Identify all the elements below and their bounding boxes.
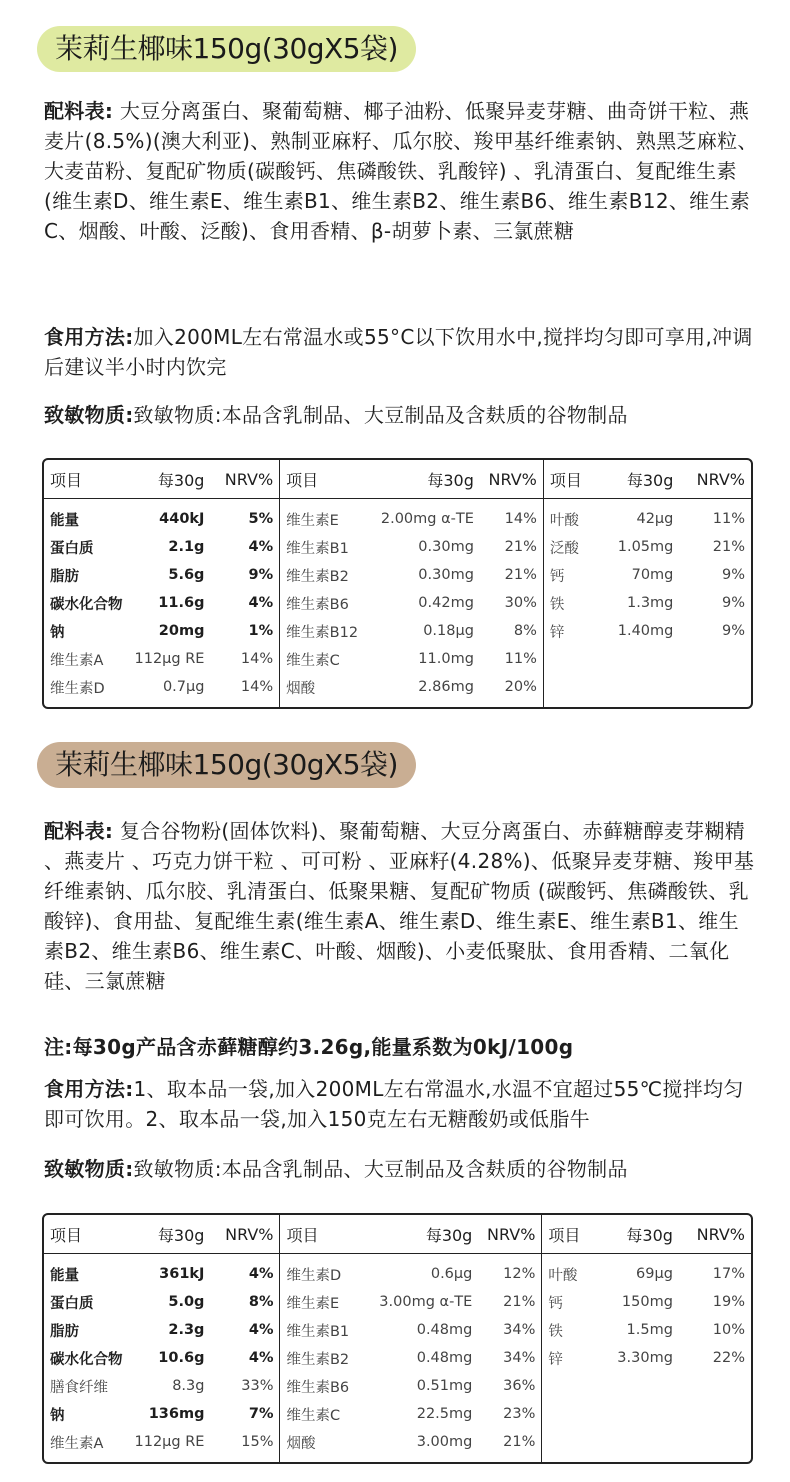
table-header-cell: 每30g: [610, 1215, 679, 1254]
table-row: [44, 1344, 751, 1372]
usage-paragraph: [44, 1074, 758, 1134]
table-cell: [610, 673, 679, 701]
table-row: [44, 673, 751, 701]
table-cell: 3.00mg α-TE: [379, 1294, 473, 1310]
table-cell: [610, 1400, 679, 1428]
table-cell: 维生素B2: [279, 561, 375, 589]
table-cell: [679, 1428, 751, 1456]
table-cell: 11%: [712, 511, 745, 527]
erythritol-note: 注:每30g产品含赤藓糖醇约3.26g,能量系数为0kJ/100g: [44, 1035, 574, 1059]
table-cell: 2.1g: [168, 539, 205, 555]
table-cell: 20%: [504, 679, 537, 695]
table-cell: [543, 645, 610, 673]
allergen-paragraph: [44, 400, 758, 430]
ingredients-paragraph: [44, 816, 758, 996]
table-bottom-padding: [44, 701, 751, 707]
table-cell: 14%: [240, 651, 274, 667]
table-cell: 1.3mg: [626, 595, 674, 611]
table-cell: 9%: [721, 623, 745, 639]
usage-label: 食用方法:: [44, 1077, 134, 1101]
table-cell: [679, 1400, 751, 1428]
table-cell: 14%: [240, 679, 274, 695]
table-cell: 8%: [513, 623, 537, 639]
table-cell: 22.5mg: [416, 1406, 473, 1422]
table-cell: [679, 1372, 751, 1400]
table-cell: 19%: [712, 1294, 745, 1310]
table-cell: [541, 1428, 609, 1456]
table-cell: 0.6μg: [430, 1266, 473, 1282]
table-row: [44, 1400, 751, 1428]
allergen-label: 致敏物质:: [44, 403, 134, 427]
table-cell: 维生素D: [279, 1254, 373, 1288]
ingredients-paragraph: [44, 96, 758, 246]
table-row: [44, 645, 751, 673]
table-header-cell: 项目: [44, 1215, 129, 1254]
table-cell: 3.30mg: [617, 1350, 673, 1366]
table-cell: 1%: [248, 623, 274, 639]
table-row: [44, 1372, 751, 1400]
table-cell: 维生素B12: [279, 617, 375, 645]
table-cell: 10.6g: [158, 1350, 205, 1366]
table-cell: 4%: [248, 1266, 274, 1282]
table-cell: [610, 645, 679, 673]
table-row: [44, 1288, 751, 1316]
table-header-cell: NRV%: [679, 1215, 751, 1254]
usage-label: 食用方法:: [44, 325, 134, 349]
table-cell: 蛋白质: [50, 540, 94, 557]
table-cell: 维生素B2: [279, 1344, 373, 1372]
table-cell: 12%: [503, 1266, 536, 1282]
table-cell: 维生素B6: [279, 1372, 373, 1400]
table-cell: 9%: [248, 567, 274, 583]
table-cell: 0.48mg: [416, 1350, 473, 1366]
table-cell: 烟酸: [279, 673, 375, 701]
table-header-row: [44, 1215, 751, 1254]
table-cell: 36%: [503, 1378, 536, 1394]
table-cell: 11.6g: [158, 595, 205, 611]
table-row: [44, 617, 751, 645]
table-cell: 70mg: [631, 567, 674, 583]
table-cell: 膳食纤维: [50, 1379, 108, 1396]
table-cell: 钙: [541, 1288, 609, 1316]
table-header-row: [44, 460, 751, 499]
table-cell: 锌: [541, 1344, 609, 1372]
table-cell: 0.48mg: [416, 1322, 473, 1338]
table-cell: 碳水化合物: [50, 596, 123, 613]
table-cell: 2.3g: [168, 1322, 205, 1338]
table-cell: 21%: [504, 539, 537, 555]
table-cell: 维生素A: [50, 1435, 104, 1452]
table-cell: 4%: [248, 595, 274, 611]
table-header-cell: 每30g: [129, 460, 211, 499]
table-bottom-padding: [44, 1456, 751, 1462]
table-cell: 碳水化合物: [50, 1351, 123, 1368]
allergen-label: 致敏物质:: [44, 1157, 134, 1181]
table-cell: 34%: [503, 1350, 536, 1366]
ingredients-text: 大豆分离蛋白、聚葡萄糖、椰子油粉、低聚异麦芽糖、曲奇饼干粒、燕麦片(8.5%)(澳大利亚)、熟制亚麻籽、瓜尔胶、羧甲基纤维素钠、熟黑芝麻粒、大麦苗粉、复配矿物质(碳酸钙、焦磷酸铁、乳酸锌) 、乳清蛋白、复配维生素(维生素D、维生素E、维生素B1、维生素B2、维生素B6、维生素B12、维生素C、烟酸、叶酸、泛酸)、食用香精、β-胡萝卜素、三氯蔗糖: [44, 99, 758, 243]
table-cell: 铁: [541, 1316, 609, 1344]
allergen-text: 致敏物质:本品含乳制品、大豆制品及含麸质的谷物制品: [133, 1157, 628, 1181]
table-cell: [679, 645, 751, 673]
table-cell: 0.42mg: [418, 595, 474, 611]
table-cell: 112μg RE: [134, 651, 205, 667]
table-cell: 维生素B1: [279, 1316, 373, 1344]
table-cell: 7%: [248, 1406, 274, 1422]
table-cell: 21%: [503, 1434, 536, 1450]
table-header-cell: 项目: [543, 460, 610, 499]
table-cell: 10%: [712, 1322, 745, 1338]
table-cell: 20mg: [158, 623, 205, 639]
table-cell: 维生素A: [50, 652, 104, 669]
table-cell: 0.7μg: [162, 679, 205, 695]
table-cell: 1.5mg: [626, 1322, 673, 1338]
table-cell: [610, 1372, 679, 1400]
table-cell: 维生素D: [50, 680, 105, 697]
table-row: [44, 589, 751, 617]
table-header-cell: 每30g: [373, 1215, 478, 1254]
table-cell: 42μg: [636, 511, 674, 527]
table-header-cell: 每30g: [129, 1215, 211, 1254]
usage-text: 加入200ML左右常温水或55°C以下饮用水中,搅拌均匀即可享用,冲调后建议半小时内饮完: [44, 325, 753, 379]
table-cell: 15%: [241, 1434, 274, 1450]
table-row: [44, 499, 751, 533]
table-header-cell: NRV%: [210, 1215, 279, 1254]
table-cell: 钠: [50, 624, 65, 641]
table-cell: 3.00mg: [416, 1434, 473, 1450]
table-header-cell: 每30g: [375, 460, 480, 499]
nutrition-table: [42, 458, 753, 709]
table-cell: 112μg RE: [134, 1434, 205, 1450]
usage-text: 1、取本品一袋,加入200ML左右常温水,水温不宜超过55℃搅拌均匀即可饮用。2、取本品一袋,加入150克左右无糖酸奶或低脂牛: [44, 1077, 744, 1131]
table-cell: 烟酸: [279, 1428, 373, 1456]
table-cell: [543, 673, 610, 701]
table-row: [44, 1254, 751, 1288]
table-cell: 泛酸: [543, 533, 610, 561]
table-cell: 11.0mg: [418, 651, 474, 667]
table-header-cell: 项目: [44, 460, 129, 499]
table-cell: 4%: [248, 539, 274, 555]
table-cell: 21%: [504, 567, 537, 583]
ingredients-text: 复合谷物粉(固体饮料)、聚葡萄糖、大豆分离蛋白、赤藓糖醇麦芽糊精 、燕麦片 、巧克力饼干粒 、可可粉 、亚麻籽(4.28%)、低聚异麦芽糖、羧甲基纤维素钠、瓜尔胶、乳清蛋白、低聚果糖、复配矿物质 (碳酸钙、焦磷酸铁、乳酸锌)、食用盐、复配维生素(维生素A、维生素D、维生素E、维生素B1、维生素B2、维生素B6、维生素C、叶酸、烟酸)、小麦低聚肽、食用香精、二氧化硅、三氯蔗糖: [44, 819, 755, 993]
table-row: [44, 1428, 751, 1456]
table-cell: 能量: [50, 512, 79, 529]
table-row: [44, 561, 751, 589]
table-cell: 锌: [543, 617, 610, 645]
table-header-cell: NRV%: [480, 460, 543, 499]
table-cell: 136mg: [148, 1406, 205, 1422]
table-header-cell: NRV%: [210, 460, 279, 499]
table-cell: 4%: [248, 1322, 274, 1338]
table-cell: 钙: [543, 561, 610, 589]
table-cell: 蛋白质: [50, 1295, 94, 1312]
table-cell: 23%: [503, 1406, 536, 1422]
table-cell: 叶酸: [541, 1254, 609, 1288]
table-cell: 叶酸: [543, 499, 610, 533]
table-cell: 8%: [248, 1294, 274, 1310]
table-cell: 17%: [712, 1266, 745, 1282]
table-cell: 5.0g: [168, 1294, 205, 1310]
table-cell: 脂肪: [50, 1323, 79, 1340]
table-cell: 30%: [504, 595, 537, 611]
table-cell: [541, 1372, 609, 1400]
table-row: [44, 1316, 751, 1344]
ingredients-label: 配料表:: [44, 819, 114, 843]
table-header-cell: NRV%: [478, 1215, 541, 1254]
table-cell: 5.6g: [168, 567, 205, 583]
table-cell: 维生素B1: [279, 533, 375, 561]
table-cell: 维生素E: [279, 499, 375, 533]
allergen-text: 致敏物质:本品含乳制品、大豆制品及含麸质的谷物制品: [133, 403, 628, 427]
table-header-cell: 项目: [541, 1215, 609, 1254]
table-cell: 4%: [248, 1350, 274, 1366]
allergen-paragraph: [44, 1154, 758, 1184]
table-cell: 21%: [712, 539, 745, 555]
table-cell: 脂肪: [50, 568, 79, 585]
nutrition-table: [42, 1213, 753, 1464]
table-header-cell: NRV%: [679, 460, 751, 499]
table-header-cell: 项目: [279, 460, 375, 499]
table-cell: 1.40mg: [617, 623, 674, 639]
table-cell: 0.30mg: [418, 567, 474, 583]
table-cell: 维生素C: [279, 645, 375, 673]
table-cell: 69μg: [636, 1266, 673, 1282]
table-header-cell: 项目: [279, 1215, 373, 1254]
table-cell: 2.86mg: [418, 679, 474, 695]
table-cell: 钠: [50, 1407, 65, 1424]
table-cell: 22%: [712, 1350, 745, 1366]
table-cell: 21%: [503, 1294, 536, 1310]
table-cell: 8.3g: [172, 1378, 205, 1394]
table-cell: 440kJ: [159, 511, 205, 527]
table-header-cell: 每30g: [610, 460, 679, 499]
table-cell: 2.00mg α-TE: [380, 511, 474, 527]
table-cell: [541, 1400, 609, 1428]
table-cell: 5%: [248, 511, 274, 527]
table-row: [44, 533, 751, 561]
table-cell: 维生素C: [279, 1400, 373, 1428]
table-cell: [610, 1428, 679, 1456]
table-cell: 33%: [241, 1378, 274, 1394]
table-cell: 150mg: [621, 1294, 673, 1310]
table-cell: 14%: [504, 511, 537, 527]
table-cell: 0.51mg: [416, 1378, 473, 1394]
table-cell: 1.05mg: [617, 539, 674, 555]
table-cell: 9%: [721, 567, 745, 583]
table-cell: 0.30mg: [418, 539, 474, 555]
table-cell: 能量: [50, 1267, 79, 1284]
table-cell: 维生素B6: [279, 589, 375, 617]
table-cell: 34%: [503, 1322, 536, 1338]
table-cell: 铁: [543, 589, 610, 617]
usage-paragraph: [44, 322, 758, 382]
table-cell: 维生素E: [279, 1288, 373, 1316]
table-cell: 0.18μg: [423, 623, 474, 639]
table-cell: 361kJ: [159, 1266, 205, 1282]
table-cell: [679, 673, 751, 701]
ingredients-label: 配料表:: [44, 99, 114, 123]
product-title-badge: 茉莉生椰味150g(30gX5袋): [37, 742, 416, 788]
product-title-badge: 茉莉生椰味150g(30gX5袋): [37, 26, 416, 72]
table-cell: 11%: [504, 651, 537, 667]
table-cell: 9%: [721, 595, 745, 611]
